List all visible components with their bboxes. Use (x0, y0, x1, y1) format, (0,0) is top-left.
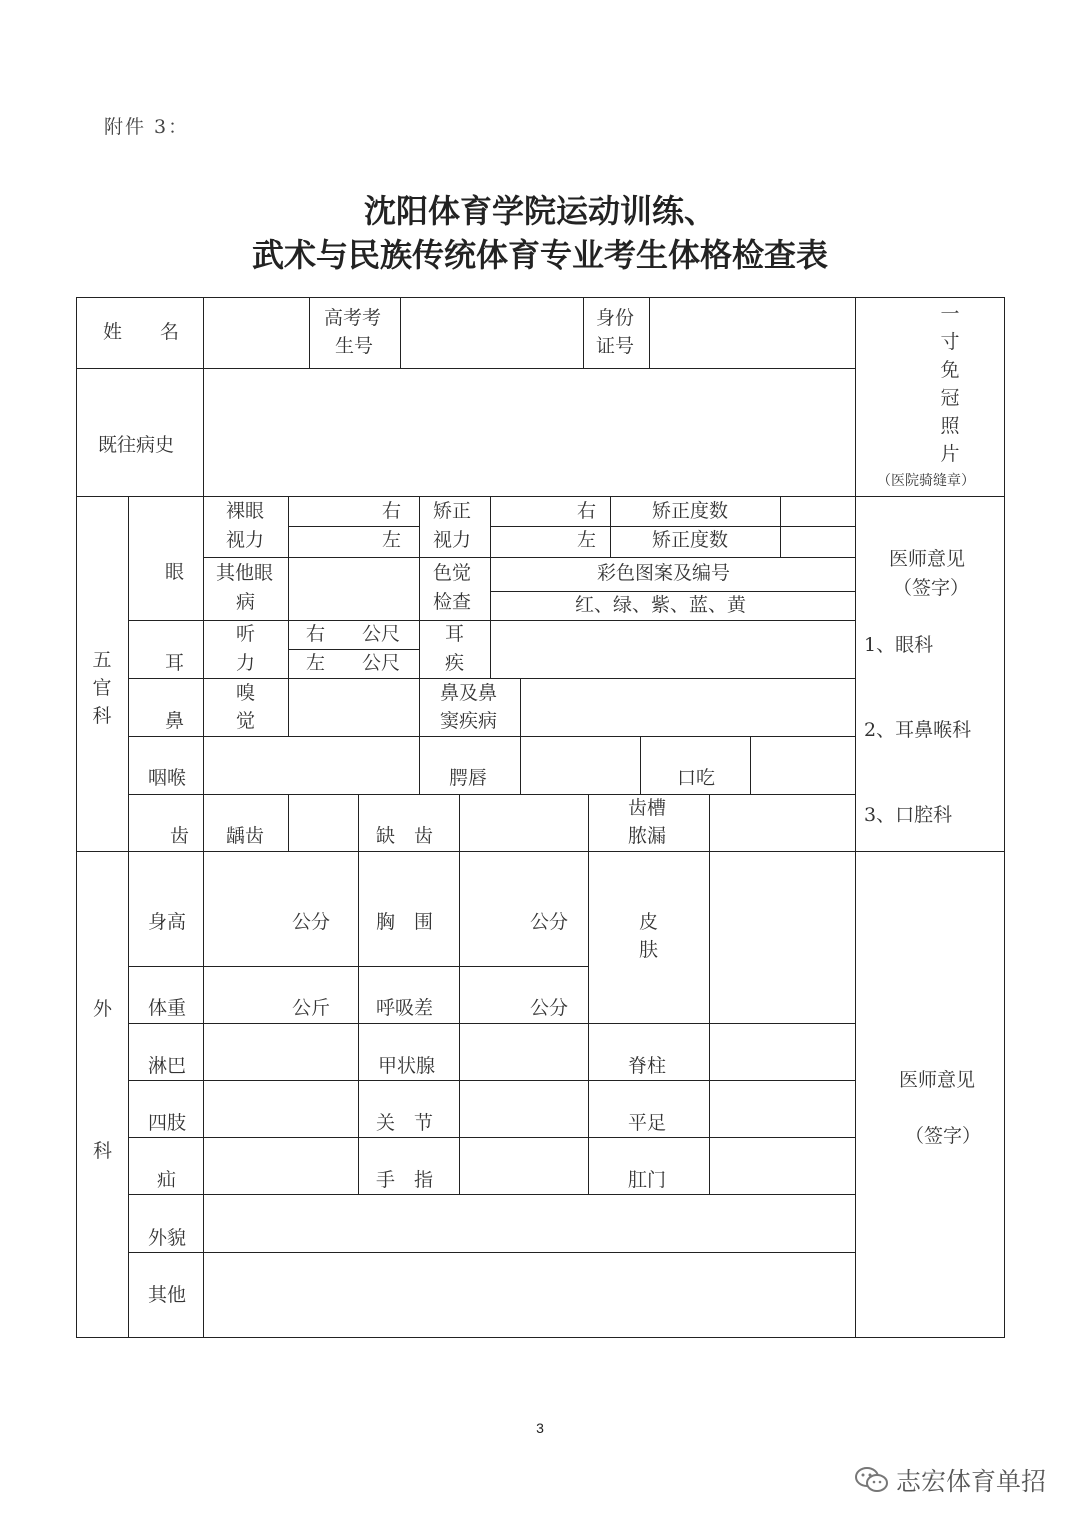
chest-label: 胸 围 (376, 911, 434, 933)
spine-label: 脊柱 (628, 1055, 667, 1077)
height-unit: 公分 (292, 911, 331, 933)
chest-unit: 公分 (530, 911, 569, 933)
color-pattern-label: 彩色图案及编号 (597, 562, 731, 584)
thyroid-label: 甲状腺 (378, 1055, 436, 1077)
corrected-right-label: 右 (577, 500, 597, 522)
hearing-left-label: 左 (306, 652, 326, 674)
joint-label: 关 节 (376, 1112, 434, 1134)
dept-eye-label: 1、眼科 (864, 634, 934, 656)
hearing-line1: 听 (236, 623, 256, 645)
other-label: 其他 (148, 1284, 187, 1306)
exam-no-label-line1: 高考考 (324, 307, 382, 329)
missing-teeth-label: 缺 齿 (376, 825, 434, 847)
corrected-vision-line2: 视力 (433, 529, 472, 551)
ear-disease-line1: 耳 (445, 623, 465, 645)
other-eye-line1: 其他眼 (216, 562, 274, 584)
caries-label: 龋齿 (226, 825, 265, 847)
exam-no-label-line2: 生号 (335, 335, 374, 357)
facial-section-label: 五 官 科 (92, 649, 112, 727)
limbs-label: 四肢 (148, 1112, 187, 1134)
hearing-right-label: 右 (306, 623, 326, 645)
cleft-lip-label: 腭唇 (449, 767, 488, 789)
surgery-sign-label: （签字） (905, 1125, 982, 1147)
skin-line2: 肤 (639, 939, 659, 961)
weight-unit: 公斤 (292, 997, 331, 1019)
id-label-line2: 证号 (596, 335, 635, 357)
correction-degree-right: 矫正度数 (652, 500, 729, 522)
name-label: 姓 名 (103, 321, 180, 343)
facial-opinion-label: 医师意见 (889, 548, 966, 570)
color-check-line2: 检查 (433, 591, 472, 613)
sinus-line2: 窦疾病 (440, 710, 498, 732)
photo-seal-note: （医院骑缝章） (877, 473, 975, 489)
throat-label: 咽喉 (148, 767, 187, 789)
finger-label: 手 指 (376, 1169, 434, 1191)
breath-diff-label: 呼吸差 (376, 997, 434, 1019)
weight-label: 体重 (148, 997, 187, 1019)
naked-left-label: 左 (382, 529, 402, 551)
pyorrhea-line2: 脓漏 (628, 825, 667, 847)
smell-line1: 嗅 (236, 682, 256, 704)
page-number: 3 (536, 1420, 544, 1436)
flatfoot-label: 平足 (628, 1112, 667, 1134)
ear-label: 耳 (165, 652, 185, 674)
dept-ent-label: 2、耳鼻喉科 (864, 719, 972, 741)
facial-sign-label: （签字） (893, 577, 970, 599)
correction-degree-left: 矫正度数 (652, 529, 729, 551)
corrected-left-label: 左 (577, 529, 597, 551)
other-eye-line2: 病 (236, 591, 256, 613)
photo-box-label: 一 寸 免 冠 照 片 (940, 303, 960, 465)
hearing-right-unit: 公尺 (362, 623, 401, 645)
naked-vision-line2: 视力 (226, 529, 265, 551)
surgery-section-label-1: 外 (93, 998, 113, 1020)
skin-line1: 皮 (639, 911, 659, 933)
ear-disease-line2: 疾 (445, 652, 465, 674)
corrected-vision-line1: 矫正 (433, 500, 472, 522)
sinus-line1: 鼻及鼻 (440, 682, 498, 704)
form-title-line2: 武术与民族传统体育专业考生体格检查表 (251, 236, 828, 274)
height-label: 身高 (148, 911, 187, 933)
color-check-line1: 色觉 (433, 562, 472, 584)
hearing-line2: 力 (236, 652, 256, 674)
wechat-icon (854, 1465, 890, 1495)
breath-diff-unit: 公分 (530, 997, 569, 1019)
watermark-text: 志宏体育单招 (895, 1467, 1046, 1496)
nose-label: 鼻 (165, 710, 185, 732)
naked-vision-line1: 裸眼 (226, 500, 265, 522)
smell-line2: 觉 (236, 710, 256, 732)
watermark (854, 1462, 1046, 1498)
eye-label: 眼 (165, 561, 185, 583)
form-title-line1: 沈阳体育学院运动训练、 (363, 192, 716, 230)
color-list-label: 红、绿、紫、蓝、黄 (575, 594, 747, 616)
id-label-line1: 身份 (596, 307, 635, 329)
hearing-left-unit: 公尺 (362, 652, 401, 674)
lymph-label: 淋巴 (148, 1055, 187, 1077)
surgery-opinion-label: 医师意见 (899, 1069, 976, 1091)
hernia-label: 疝 (157, 1169, 177, 1191)
teeth-label: 齿 (170, 825, 190, 847)
pyorrhea-line1: 齿槽 (628, 797, 667, 819)
stutter-label: 口吃 (677, 767, 716, 789)
anus-label: 肛门 (628, 1169, 667, 1191)
surgery-section-label-2: 科 (93, 1140, 113, 1162)
history-label: 既往病史 (98, 434, 175, 456)
naked-right-label: 右 (382, 500, 402, 522)
appearance-label: 外貌 (148, 1227, 187, 1249)
attachment-label: 附件 3： (104, 116, 190, 138)
dept-oral-label: 3、口腔科 (864, 804, 953, 826)
